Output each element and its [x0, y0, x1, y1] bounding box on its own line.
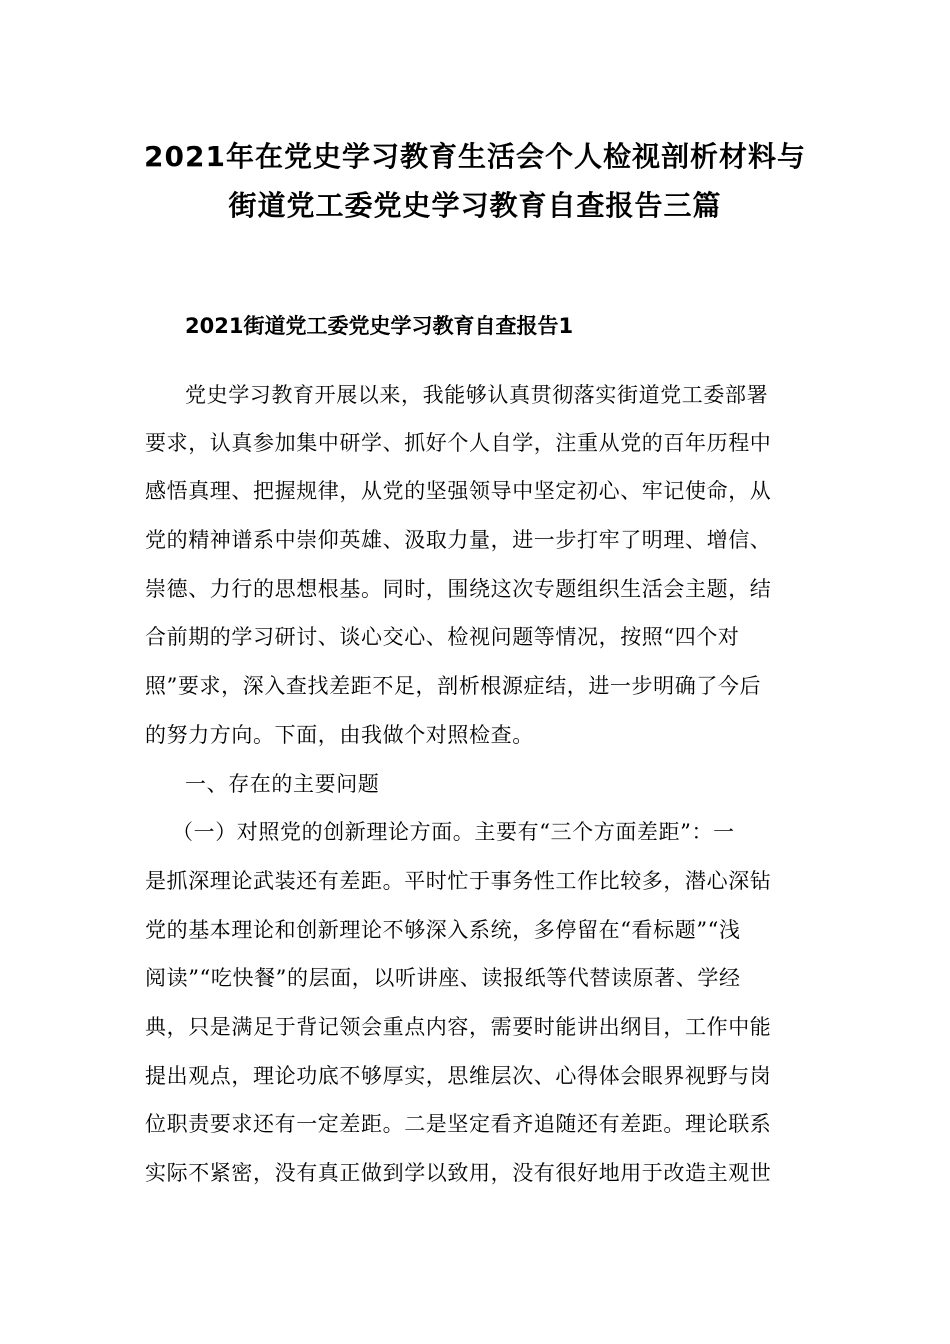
body-line: 要求，认真参加集中研学、抓好个人自学，注重从党的百年历程中	[145, 431, 772, 455]
body-line: 的努力方向。下面，由我做个对照检查。	[145, 723, 534, 747]
title-line-2: 街道党工委党史学习教育自查报告三篇	[228, 189, 722, 222]
body-line: 典，只是满足于背记领会重点内容，需要时能讲出纲目，工作中能	[145, 1015, 772, 1039]
body-line: （一）对照党的创新理论方面。主要有“三个方面差距”：一	[172, 820, 735, 844]
body-line: 位职责要求还有一定差距。二是坚定看齐追随还有差距。理论联系	[145, 1112, 772, 1136]
body-line: 照”要求，深入查找差距不足，剖析根源症结，进一步明确了今后	[145, 674, 762, 698]
document-title	[0, 132, 950, 230]
body-line: 是抓深理论武装还有差距。平时忙于事务性工作比较多，潜心深钻	[145, 869, 772, 893]
body-line: 崇德、力行的思想根基。同时，围绕这次专题组织生活会主题，结	[145, 577, 772, 601]
body-line: 合前期的学习研讨、谈心交心、检视问题等情况，按照“四个对	[145, 625, 740, 649]
body-line: 实际不紧密，没有真正做到学以致用，没有很好地用于改造主观世	[145, 1161, 772, 1185]
section-heading: 2021街道党工委党史学习教育自查报告1	[185, 314, 574, 338]
body-line: 一、存在的主要问题	[185, 772, 380, 796]
title-line-1: 2021年在党史学习教育生活会个人检视剖析材料与	[144, 140, 806, 173]
body-line: 党的精神谱系中崇仰英雄、汲取力量，进一步打牢了明理、增信、	[145, 528, 772, 552]
body-line: 提出观点，理论功底不够厚实，思维层次、心得体会眼界视野与岗	[145, 1064, 772, 1088]
body-line: 党史学习教育开展以来，我能够认真贯彻落实街道党工委部署	[185, 383, 769, 407]
body-line: 阅读”“吃快餐”的层面，以听讲座、读报纸等代替读原著、学经	[145, 966, 741, 990]
body-line: 党的基本理论和创新理论不够深入系统，多停留在“看标题”“浅	[145, 918, 741, 942]
body-line: 感悟真理、把握规律，从党的坚强领导中坚定初心、牢记使命，从	[145, 479, 772, 503]
